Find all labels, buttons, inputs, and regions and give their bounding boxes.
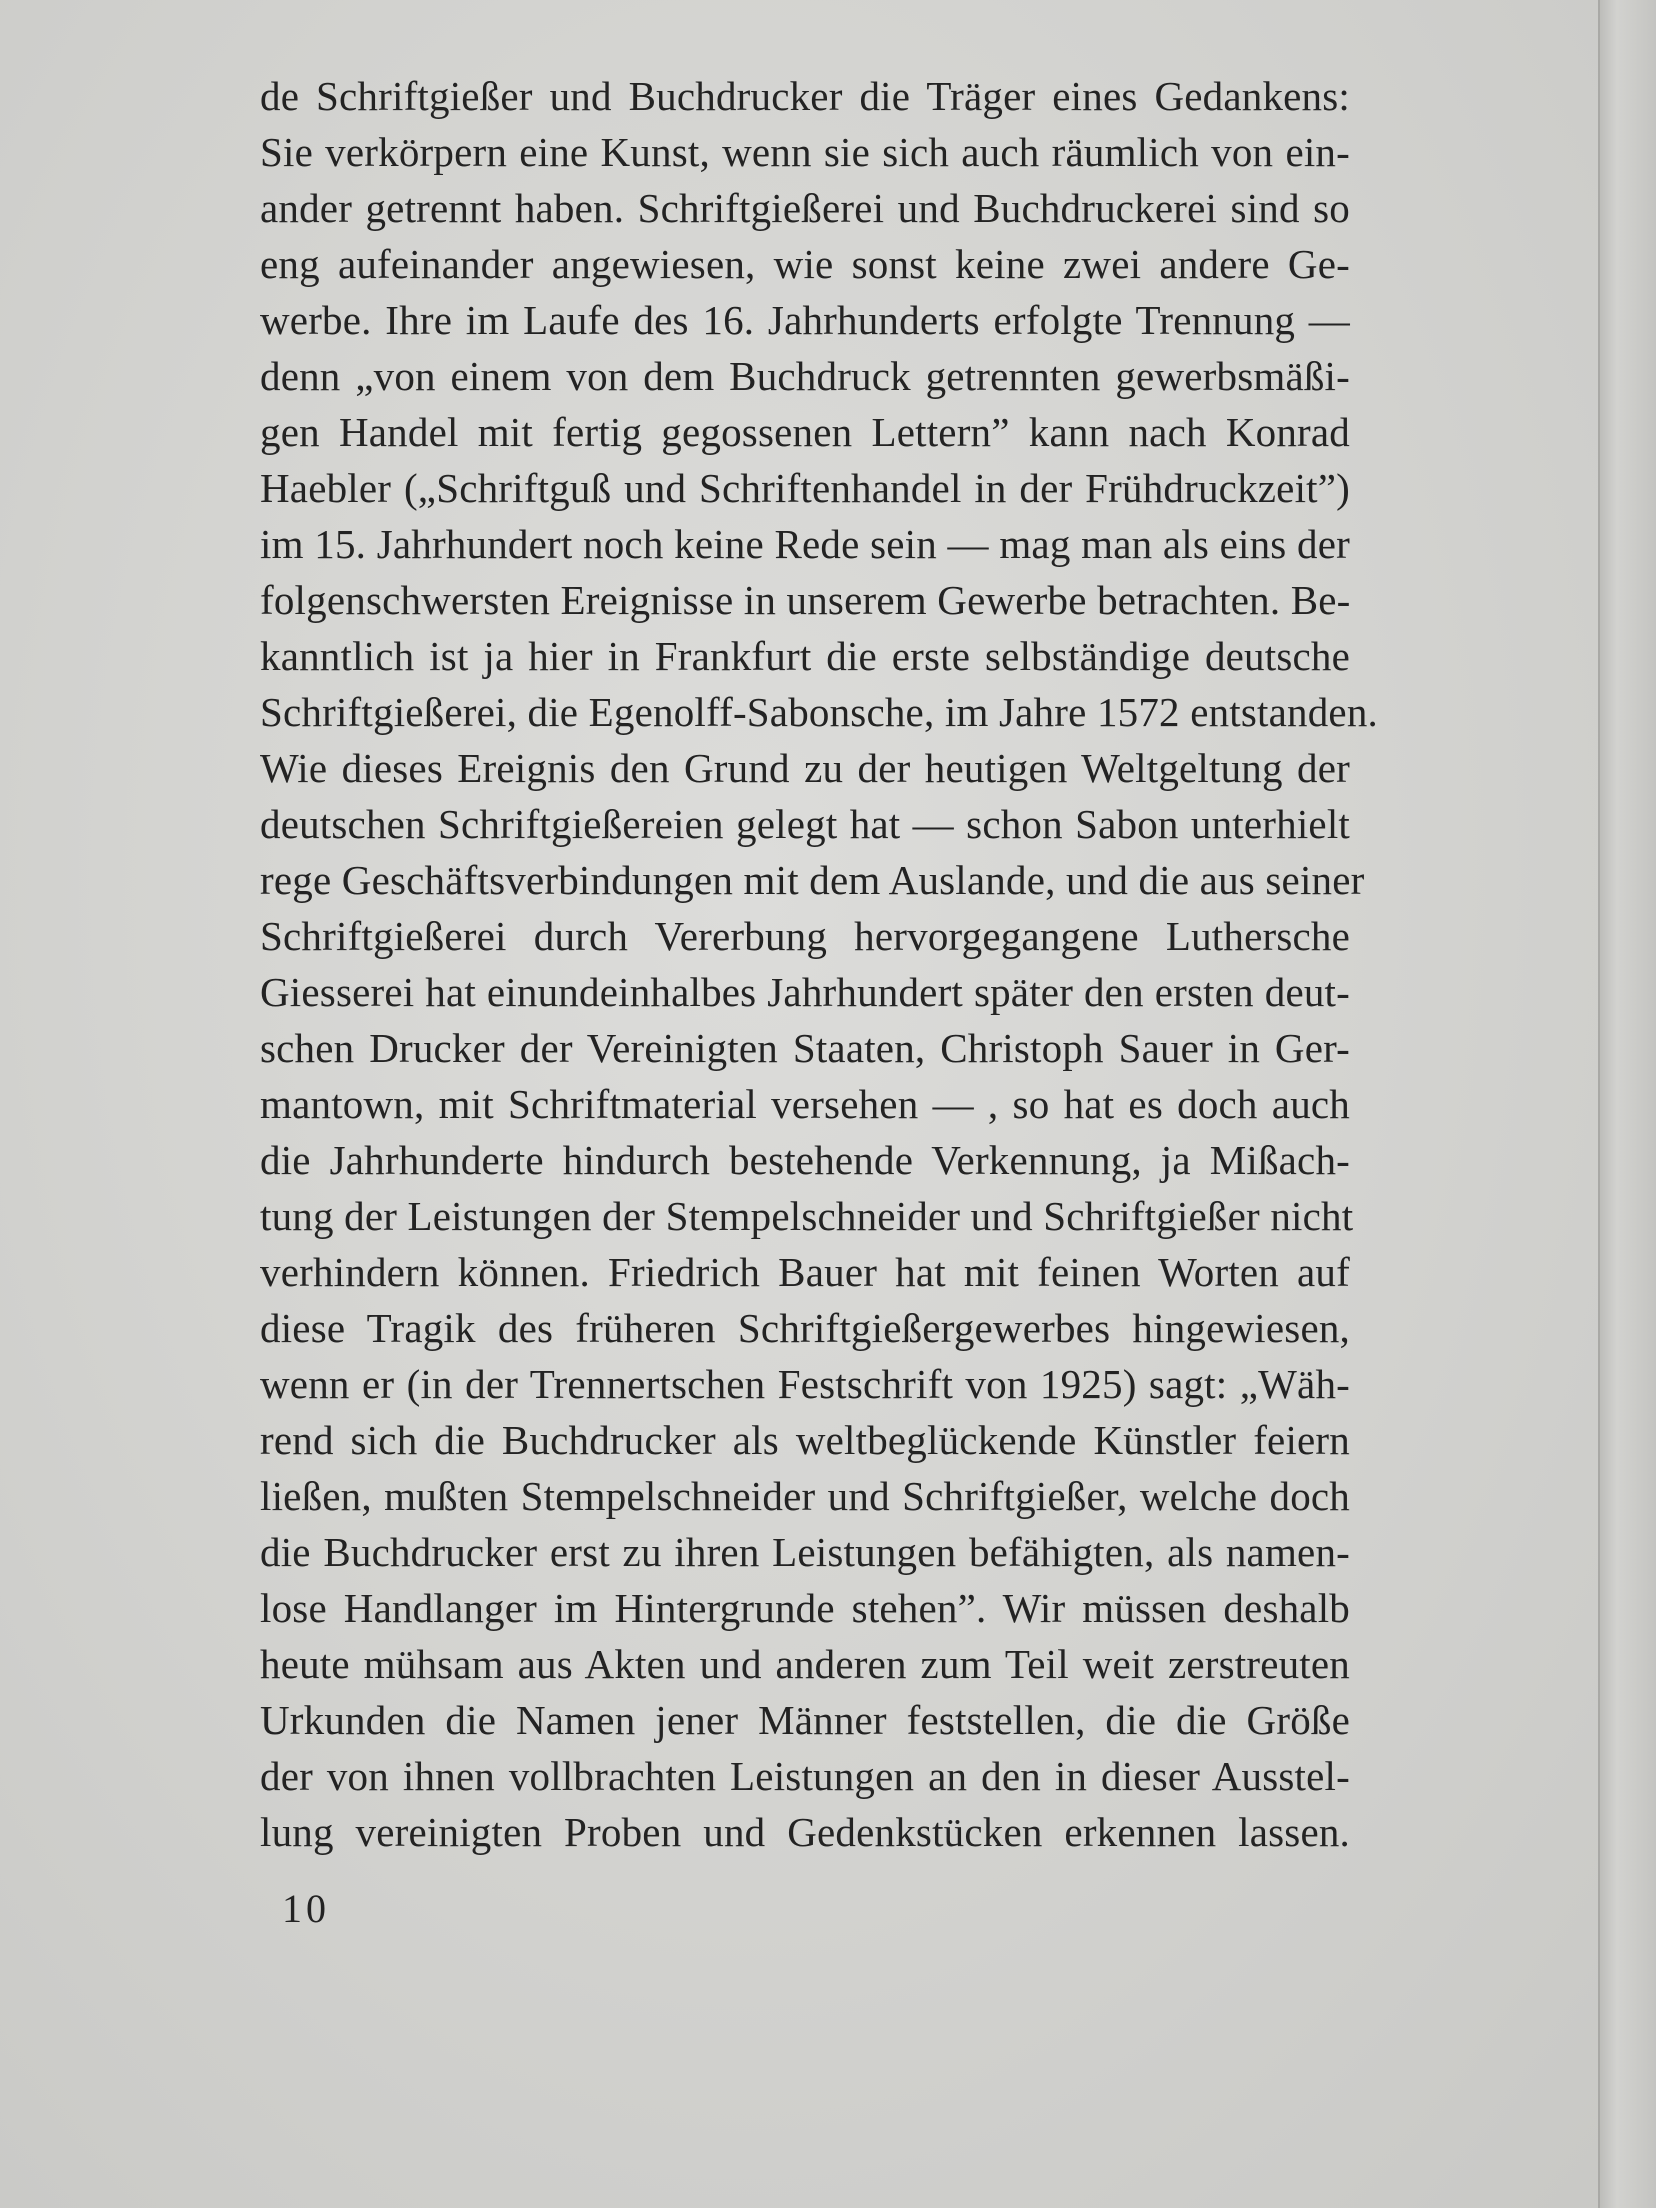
text-line: Sie verkörpern eine Kunst, wenn sie sich auch räumlich von ein- [260,129,1350,175]
text-line: denn „von einem von dem Buchdruck getrennten gewerbsmäßi- [260,353,1350,399]
text-line: Urkunden die Namen jener Männer feststellen, die die Größe [260,1697,1350,1743]
text-line: Schriftgießerei, die Egenolff-Sabonsche, im Jahre 1572 entstanden. [260,689,1378,735]
page-number: 10 [282,1886,330,1931]
text-line: lose Handlanger im Hintergrunde stehen”. Wir müssen deshalb [260,1585,1350,1631]
text-line: kanntlich ist ja hier in Frankfurt die erste selbständige deutsche [260,633,1350,679]
text-line: verhindern können. Friedrich Bauer hat mit feinen Worten auf [260,1249,1350,1295]
text-line: schen Drucker der Vereinigten Staaten, Christoph Sauer in Ger- [260,1025,1350,1071]
text-line: Wie dieses Ereignis den Grund zu der heutigen Weltgeltung der [260,745,1350,791]
text-line: werbe. Ihre im Laufe des 16. Jahrhunderts erfolgte Trennung — [260,297,1350,343]
text-line: folgenschwersten Ereignisse in unserem Gewerbe betrachten. Be- [260,577,1351,623]
text-line: ander getrennt haben. Schriftgießerei und Buchdruckerei sind so [260,185,1350,231]
text-line: mantown, mit Schriftmaterial versehen — , so hat es doch auch [260,1081,1350,1127]
text-line: Giesserei hat einundeinhalbes Jahrhundert später den ersten deut- [260,969,1350,1015]
text-line: die Jahrhunderte hindurch bestehende Verkennung, ja Mißach- [260,1137,1350,1183]
text-line: die Buchdrucker erst zu ihren Leistungen befähigten, als namen- [260,1529,1350,1575]
text-line: heute mühsam aus Akten und anderen zum Teil weit zerstreuten [260,1641,1350,1687]
text-line: im 15. Jahrhundert noch keine Rede sein — mag man als eins der [260,521,1350,567]
text-line: ließen, mußten Stempelschneider und Schriftgießer, welche doch [260,1473,1350,1519]
page-edge [1598,0,1656,2208]
text-line: tung der Leistungen der Stempelschneider und Schriftgießer nicht [260,1193,1354,1239]
text-line: lung vereinigten Proben und Gedenkstücken erkennen lassen. [260,1809,1350,1855]
text-line: Haebler („Schriftguß und Schriftenhandel in der Frühdruckzeit”) [260,465,1350,511]
text-line: diese Tragik des früheren Schriftgießergewerbes hingewiesen, [260,1305,1350,1351]
body-text [260,68,1378,1860]
text-line: wenn er (in der Trennertschen Festschrift von 1925) sagt: „Wäh- [260,1361,1350,1407]
text-line: eng aufeinander angewiesen, wie sonst keine zwei andere Ge- [260,241,1350,287]
text-line: rege Geschäftsverbindungen mit dem Auslande, und die aus seiner [260,857,1365,903]
text-line: deutschen Schriftgießereien gelegt hat — schon Sabon unterhielt [260,801,1350,847]
text-line: de Schriftgießer und Buchdrucker die Träger eines Gedankens: [260,73,1350,119]
text-line: der von ihnen vollbrachten Leistungen an den in dieser Ausstel- [260,1753,1350,1799]
text-line: gen Handel mit fertig gegossenen Lettern” kann nach Konrad [260,409,1350,455]
text-line: Schriftgießerei durch Vererbung hervorgegangene Luthersche [260,913,1350,959]
text-line: rend sich die Buchdrucker als weltbeglückende Künstler feiern [260,1417,1350,1463]
